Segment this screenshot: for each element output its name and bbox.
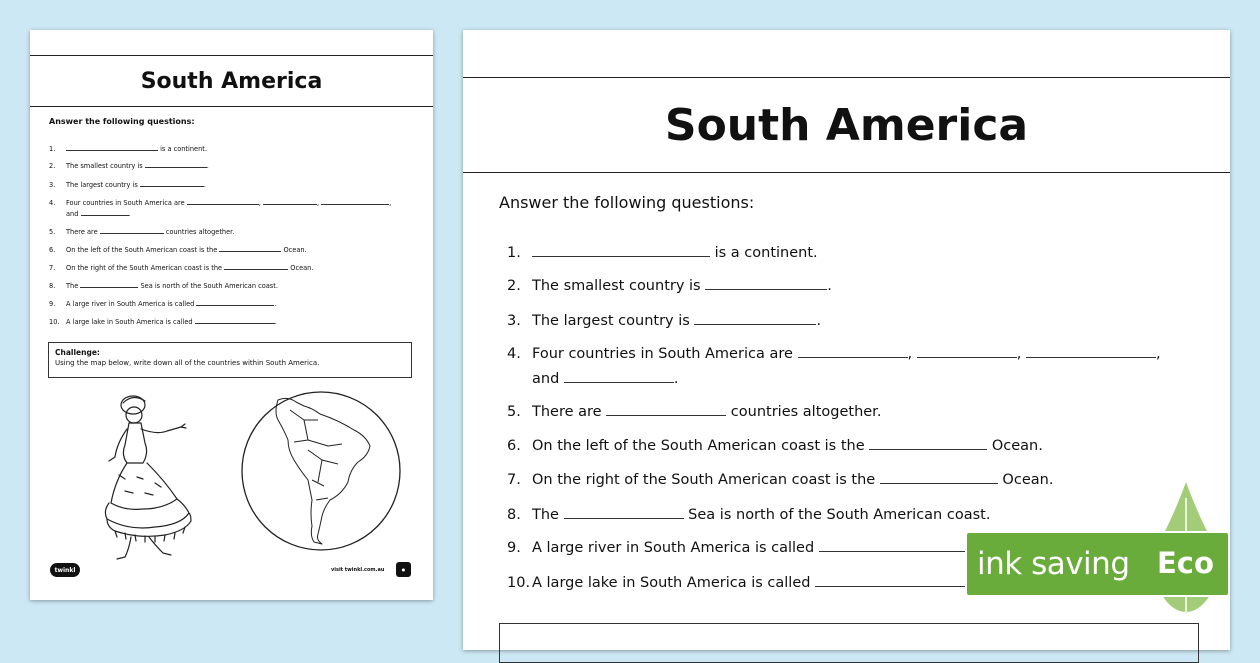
question-2-large: 2. The smallest country is . bbox=[507, 278, 832, 294]
south-america-globe-map bbox=[238, 390, 404, 552]
question-5-large: 5. There are countries altogether. bbox=[507, 404, 882, 420]
question-10-large: 10. A large lake in South America is called bbox=[507, 573, 970, 591]
question-8-large: 8. The Sea is north of the South American coast. bbox=[507, 507, 991, 523]
eco-label: Eco bbox=[1157, 546, 1214, 580]
question-4-continued-large: and . bbox=[532, 371, 679, 387]
page-title-large: South America bbox=[463, 77, 1230, 173]
question-9: 9. A large river in South America is called . bbox=[49, 300, 277, 308]
challenge-text: Using the map below, write down all of the countries within South America. bbox=[55, 359, 320, 367]
question-8: 8. The Sea is north of the South American coast. bbox=[49, 282, 278, 290]
question-7: 7. On the right of the South American coast is the Ocean. bbox=[49, 264, 314, 272]
question-10: 10. A large lake in South America is called . bbox=[49, 318, 277, 326]
dancer-illustration bbox=[85, 385, 205, 560]
instructions-large: Answer the following questions: bbox=[499, 193, 755, 212]
ink-saving-label: ink saving bbox=[977, 546, 1130, 582]
challenge-box-large bbox=[499, 623, 1199, 663]
footer-url: visit twinkl.com.au bbox=[331, 567, 385, 573]
question-3: 3. The largest country is . bbox=[49, 181, 206, 189]
instructions: Answer the following questions: bbox=[49, 117, 195, 126]
question-2: 2. The smallest country is . bbox=[49, 162, 209, 170]
question-6: 6. On the left of the South American coast is the Ocean. bbox=[49, 246, 307, 254]
question-3-large: 3. The largest country is . bbox=[507, 313, 822, 329]
footer-badge-icon: ● bbox=[396, 562, 411, 577]
question-1-large: 1. is a continent. bbox=[507, 245, 818, 261]
challenge-box bbox=[48, 342, 412, 378]
question-5: 5. There are countries altogether. bbox=[49, 228, 235, 236]
challenge-heading: Challenge: bbox=[55, 348, 100, 357]
question-4: 4. Four countries in South America are , , , bbox=[49, 199, 392, 207]
twinkl-logo: twinkl bbox=[50, 563, 80, 577]
question-4-large: 4. Four countries in South America are , , , bbox=[507, 346, 1161, 362]
question-9-large: 9. A large river in South America is called bbox=[507, 538, 973, 556]
question-7-large: 7. On the right of the South American coast is the Ocean. bbox=[507, 472, 1054, 488]
ink-saving-eco-badge bbox=[965, 531, 1230, 597]
question-1: 1. is a continent. bbox=[49, 145, 207, 153]
page-title: South America bbox=[30, 55, 433, 107]
worksheet-preview-thumbnail bbox=[30, 30, 433, 600]
question-6-large: 6. On the left of the South American coast is the Ocean. bbox=[507, 438, 1043, 454]
question-4-continued: and . bbox=[66, 210, 131, 218]
